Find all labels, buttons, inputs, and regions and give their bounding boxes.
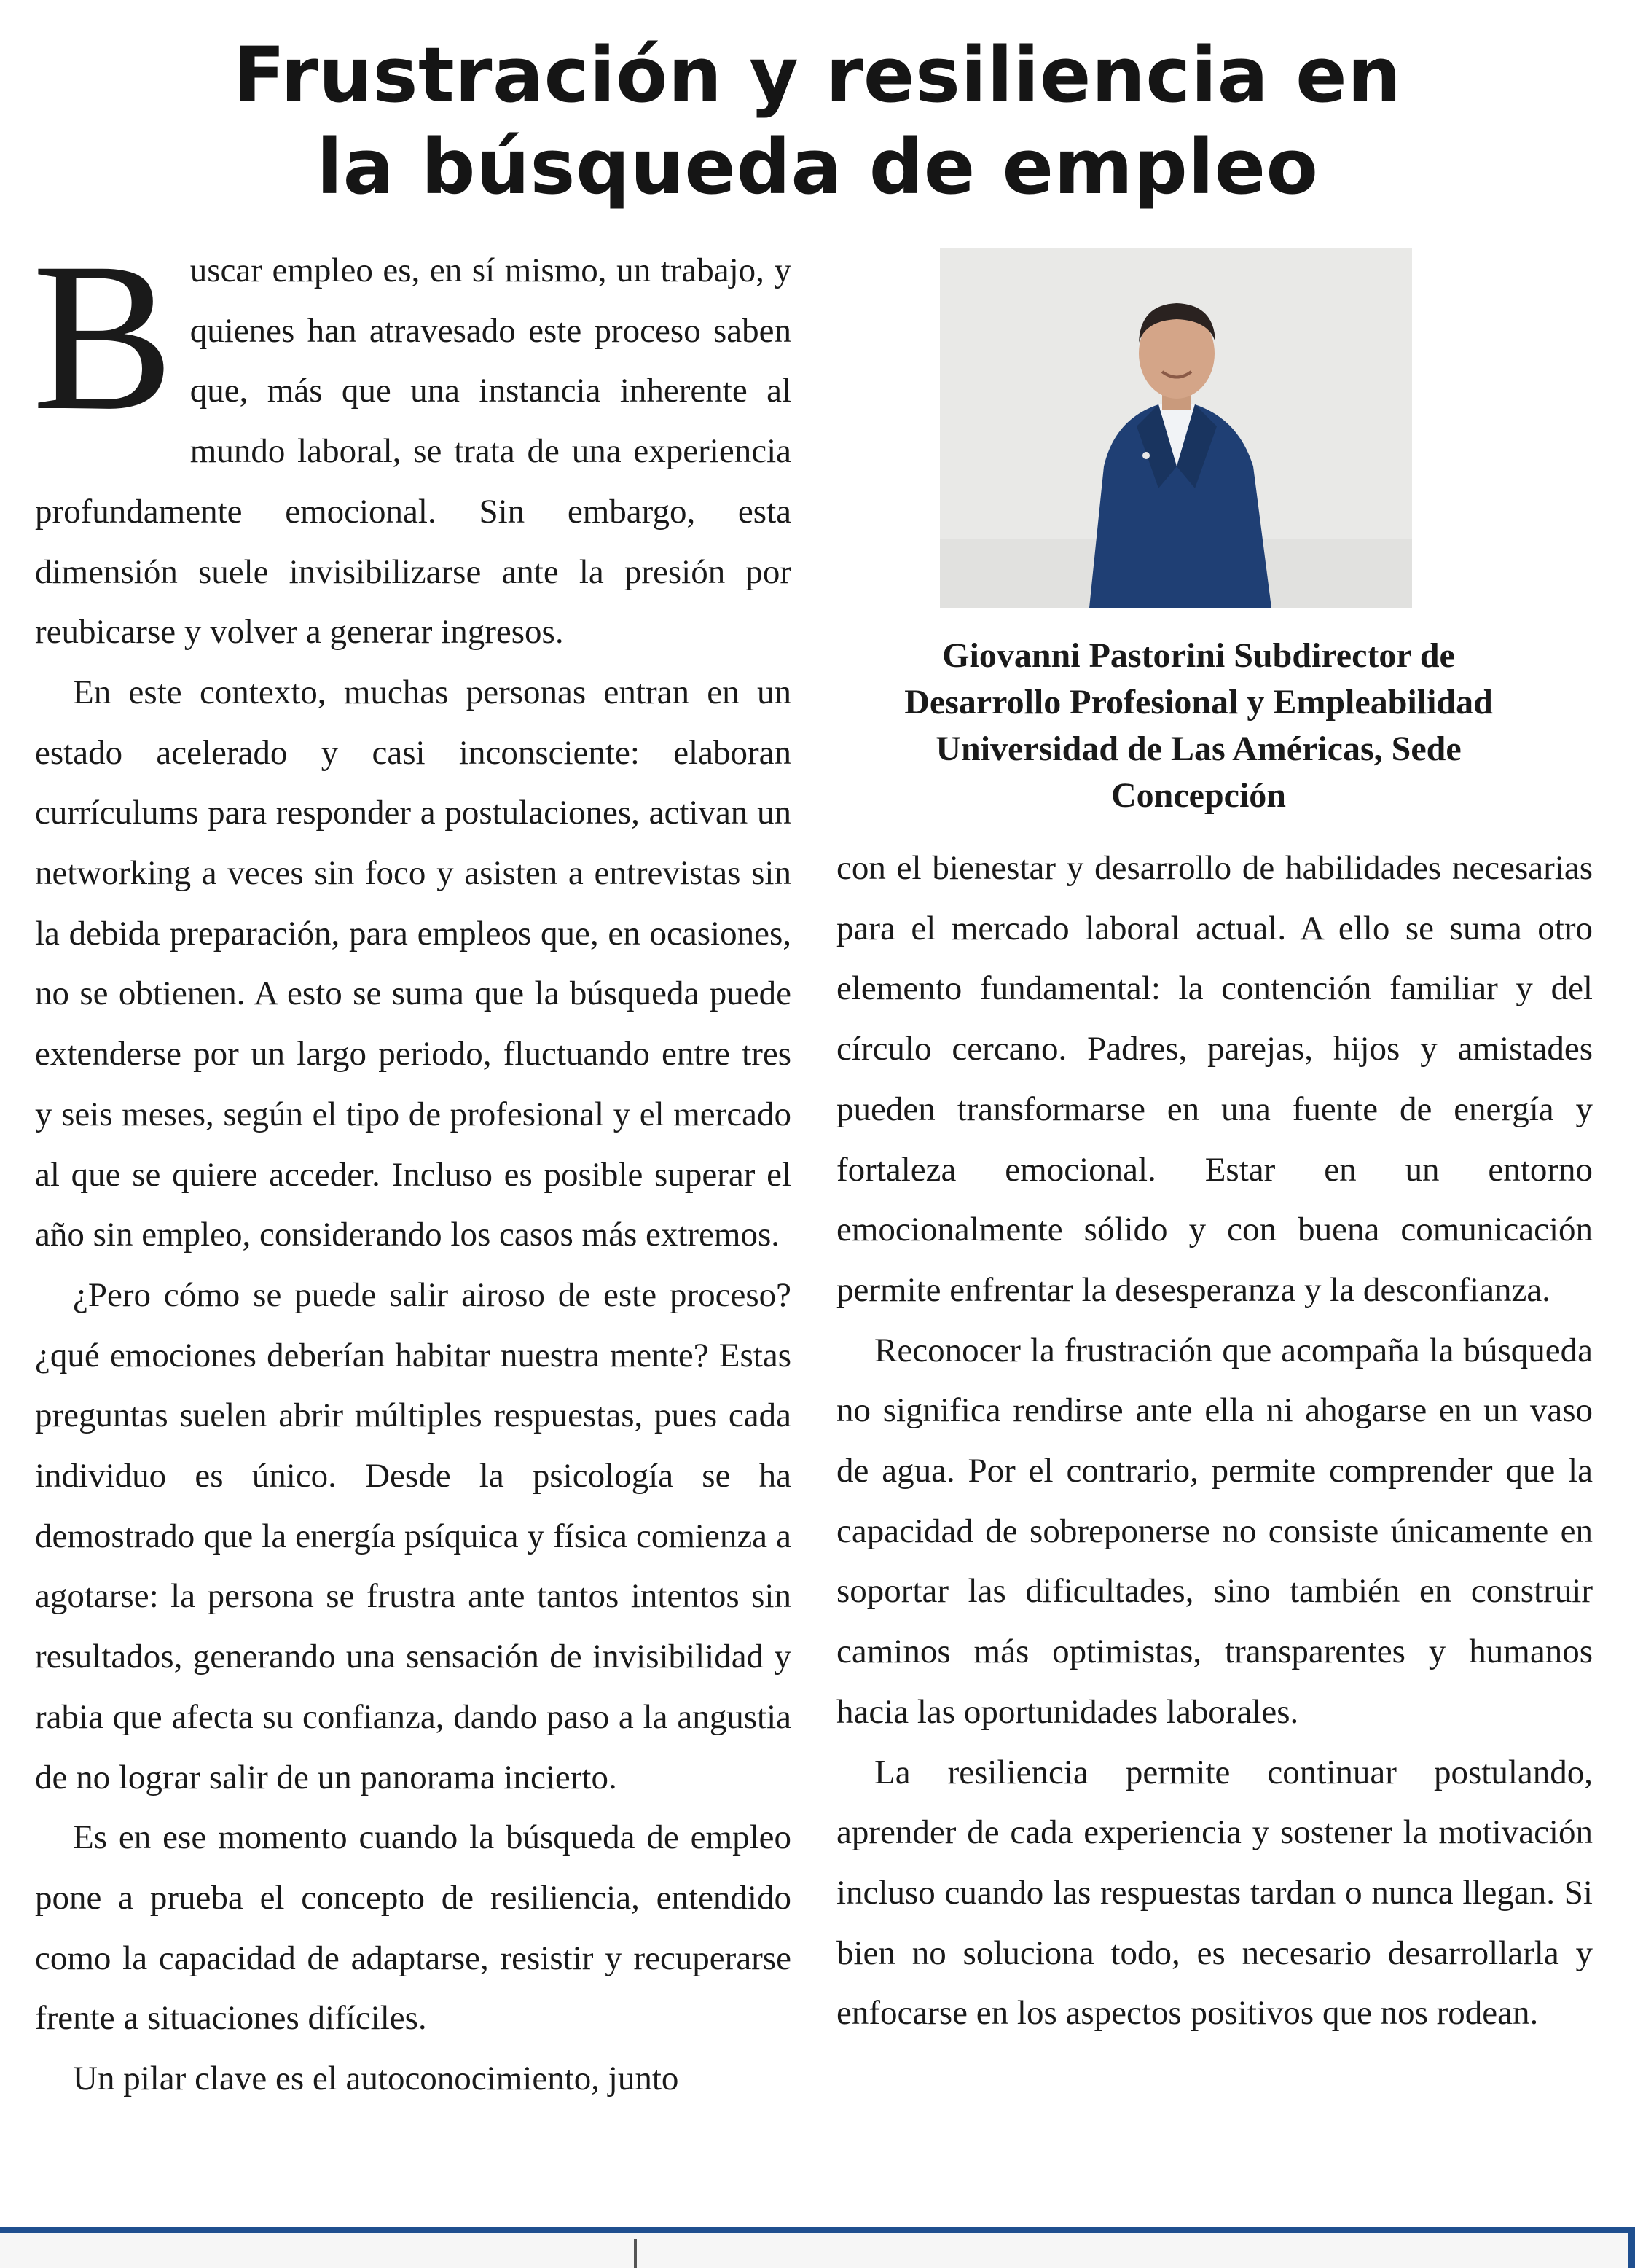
caption-line-2: Desarrollo Profesional y Empleabilidad — [904, 683, 1493, 722]
caption-line-1: Giovanni Pastorini Subdirector de — [942, 636, 1455, 675]
paragraph-1 — [32, 219, 791, 662]
paragraph-5-continued: con el bienestar y desarrollo de habilidades necesarias para el mercado laboral actual. A ello se suma otro elemento fundamental: la contención familiar y del círculo cercano. Padres, parejas, hijos y amistades pueden transformarse en una fuente de energía y fortaleza emocional. Estar en un entorno emocionalmente sólido y con buena comunicación permite enfrentar la desesperanza y la desconfianza. — [836, 849, 1593, 1309]
paragraph-3: ¿Pero cómo se puede salir airoso de este proceso? ¿qué emociones deberían habitar nuestra mente? Estas preguntas suelen abrir múltiples respuestas, pues cada individuo es único. Desde la psicología se ha demostrado que la energía psíquica y física comienza a agotarse: la persona se frustra ante tantos intentos sin resultados, generando una sensación de invisibilidad y rabia que afecta su confianza, dando paso a la angustia de no lograr salir de un panorama incierto. — [35, 1275, 791, 1796]
caption-line-4: Concepción — [1111, 776, 1286, 815]
paragraph-4: Es en ese momento cuando la búsqueda de empleo pone a prueba el concepto de resiliencia, entendido como la capacidad de adaptarse, resistir y recuperarse frente a situaciones difíciles. — [35, 1818, 791, 2038]
article-title — [0, 29, 1635, 213]
paragraph-5-start: Un pilar clave es el autoconocimiento, junto — [73, 2060, 679, 2098]
left-column — [32, 219, 791, 2109]
drop-cap: B — [32, 219, 174, 455]
paragraph-6: Reconocer la frustración que acompaña la búsqueda no significa rendirse ante ella ni ahogarse en un vaso de agua. Por el contrario, permite comprender que la capacidad de sobreponerse no consiste únicamente en soportar las dificultades, sino también en construir caminos más optimistas, transparentes y humanos hacia las oportunidades laborales. — [836, 1331, 1593, 1731]
caption-line-3: Universidad de Las Américas, Sede — [936, 730, 1462, 768]
right-column — [836, 838, 1593, 2044]
photo-caption — [867, 633, 1530, 819]
portrait-illustration — [940, 248, 1412, 608]
title-line-1: Frustración y resiliencia en — [233, 31, 1402, 120]
title-line-2: la búsqueda de empleo — [316, 122, 1319, 211]
paragraph-1-text: uscar empleo es, en sí mismo, un trabajo, y quienes han atravesado este proceso saben que, más que una instancia inherente al mundo laboral, se trata de una experiencia profundamente emocional. Sin embargo, esta dimensión suele invisibilizarse ante la presión por reubicarse y volver a generar ingresos. — [35, 251, 791, 652]
paragraph-7: La resiliencia permite continuar postulando, aprender de cada experiencia y sostener la motivación incluso cuando las respuestas tardan o nunca llegan. Si bien no soluciona todo, es necesario desarrollarla y enfocarse en los aspectos positivos que nos rodean. — [836, 1753, 1593, 2033]
footer-separator — [634, 2239, 637, 2268]
paragraph-2: En este contexto, muchas personas entran en un estado acelerado y casi inconsciente: elaboran currículums para responder a postulaciones, activan un networking a veces sin foco y asisten a entrevistas sin la debida preparación, para empleos que, en ocasiones, no se obtienen. A esto se suma que la búsqueda puede extenderse por un largo periodo, fluctuando entre tres y seis meses, según el tipo de profesional y el mercado al que se quiere acceder. Incluso es posible superar el año sin empleo, considerando los casos más extremos. — [35, 673, 791, 1254]
author-photo — [940, 248, 1412, 608]
